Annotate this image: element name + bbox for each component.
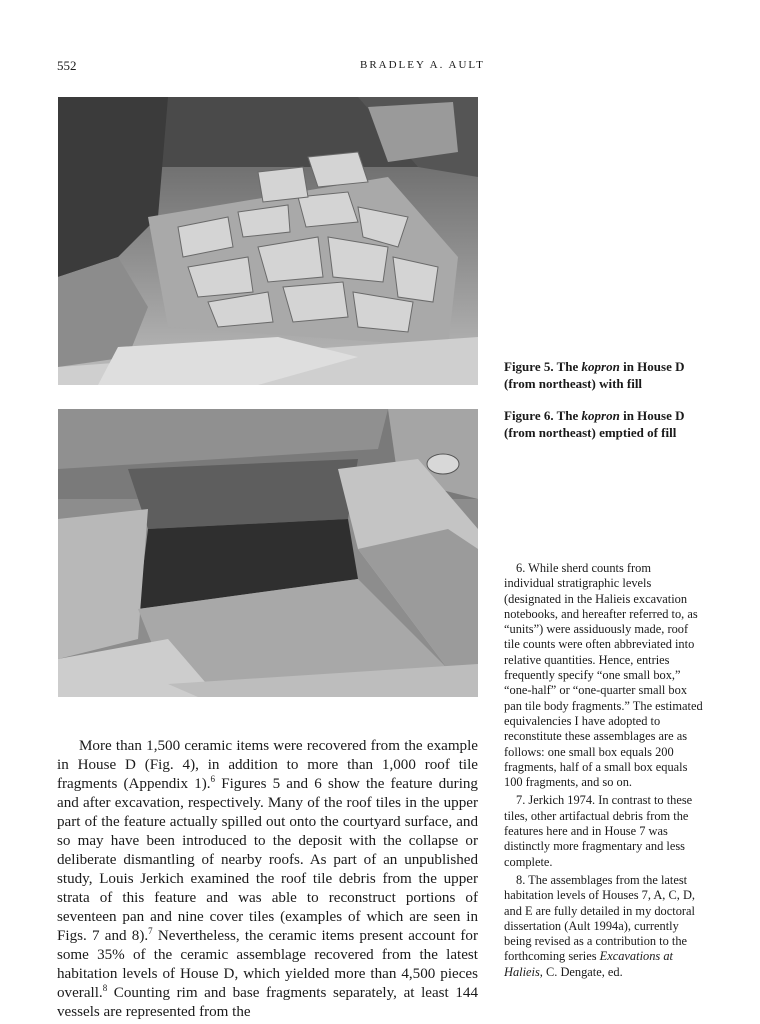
- footnote-8: 8. The assemblages from the latest habitation levels of Houses 7, A, C, D, and E are fully detailed in my doctoral dissertation (Ault 1994a), currently being revised as a contribution to the forthcoming series Excavations at Halieis, C. Dengate, ed.: [504, 872, 696, 979]
- figure-6-caption: Figure 6. The kopron in House D (from northeast) emptied of fill: [504, 408, 685, 440]
- figure-5-caption: Figure 5. The kopron in House D (from northeast) with fill: [504, 359, 685, 391]
- footnote-ref-6: 6: [210, 773, 216, 784]
- page-number: 552: [57, 58, 77, 73]
- kopron-emptied-photo: [58, 409, 478, 697]
- footnote-ref-8: 8: [102, 982, 108, 993]
- footnote-6: 6. While sherd counts from individual stratigraphic levels (designated in the Halieis excavation notebooks, and hereafter referred to, as “units”) were assiduously made, roof tile counts were often abbreviated into relative quantities. Hence, entries frequently specify “one small box,” “one-half” or “one-quarter small box pan tile body fragments.” The estimated equivalencies I have adopted to reconstitute these assemblages are as follows: one small box equals 200 fragments, half of a small box equals 100 fragments, and so on.: [504, 561, 703, 790]
- running-head-author: BRADLEY A. AULT: [360, 59, 485, 71]
- footnote-ref-7: 7: [148, 925, 153, 936]
- body-paragraph: More than 1,500 ceramic items were recovered from the example in House D (Fig. 4), in addition to more than 1,000 roof tile fragments (Appendix 1).$^6$ Figures 5 and 6 show the feature during and after excavation, respectively. Many of the roof tiles in the upper part of the feature actually spilled out onto the courtyard surface, and so may have been introduced to the deposit with the collapse or deliberate dismantling of nearby roofs. As part of an unpublished study, Louis Jerkich examined the roof tile debris from the upper strata of this feature and was able to reconstruct portions of seventeen pan and nine cover tiles (examples of which are seen in Figs. 7 and 8).$^7$ Nevertheless, the ceramic items present account for some 35% of the ceramic assemblage recovered from the latest habitation levels of House D, which yielded more than 4,500 pieces overall.$^8$ Counting rim and base fragments separately, at least 144 vessels are represented from the: [57, 738, 478, 1020]
- kopron-with-fill-photo: [58, 97, 478, 385]
- footnote-7: 7. Jerkich 1974. In contrast to these tiles, other artifactual debris from the features here and in House 7 was distinctly more fragmentary and less complete.: [504, 793, 693, 869]
- footnotes: [504, 561, 704, 983]
